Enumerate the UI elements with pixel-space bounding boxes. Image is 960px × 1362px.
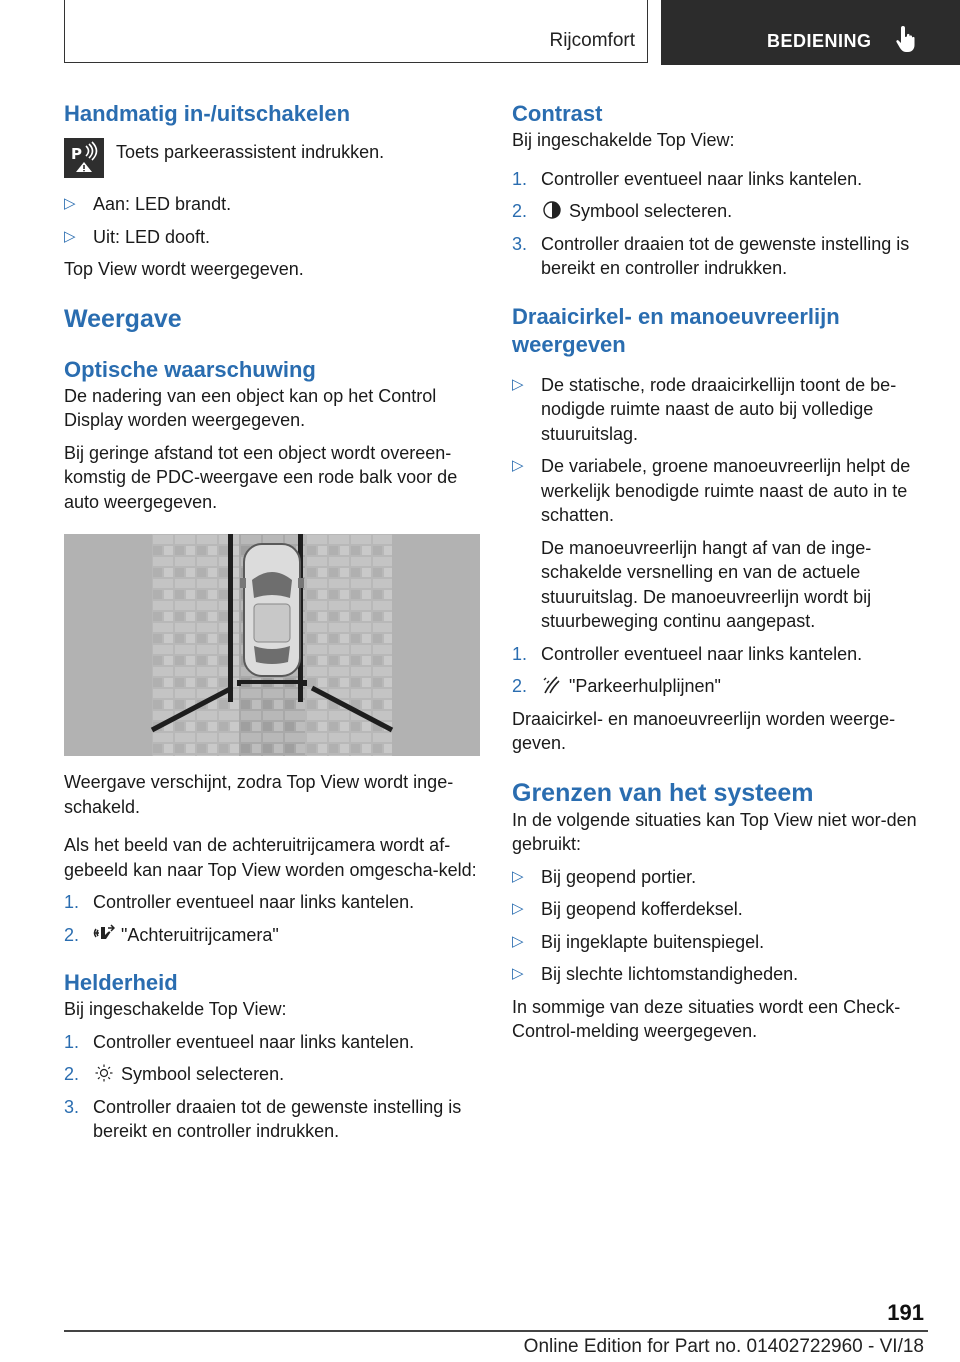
list-item: 2. Symbool selecteren. bbox=[512, 201, 733, 221]
camera-steps bbox=[64, 890, 480, 947]
list-item: 2. Symbool selecteren. bbox=[64, 1064, 285, 1084]
top-view-image bbox=[64, 534, 480, 756]
rear-camera-icon bbox=[93, 924, 115, 944]
grenzen-result: In sommige van deze situaties wordt een Check-Control-melding weergegeven. bbox=[512, 996, 901, 1041]
list-item: 1. Controller eventueel naar links kantelen. bbox=[512, 643, 863, 664]
contrast-steps bbox=[512, 167, 928, 281]
helderheid-intro: Bij ingeschakelde Top View: bbox=[64, 999, 287, 1019]
list-item: 3. Controller draaien tot de gewenste instelling is bereikt en controller indrukken. bbox=[64, 1096, 462, 1141]
image-caption: Weergave verschijnt, zodra Top View wordt inge-schakeld. bbox=[64, 772, 454, 817]
draai-heading: Draaicirkel- en manoeuvreerlijn weergeven bbox=[512, 303, 840, 357]
parking-lines-icon bbox=[541, 675, 563, 695]
contrast-intro: Bij ingeschakelde Top View: bbox=[512, 130, 735, 150]
park-assist-button-icon bbox=[64, 138, 104, 178]
header-section: BEDIENING bbox=[767, 31, 872, 51]
list-item: ▷ Aan: LED brandt. bbox=[64, 192, 480, 217]
hand-pointer-icon bbox=[895, 24, 919, 54]
list-item: ▷ Uit: LED dooft. bbox=[64, 225, 480, 250]
header-section-tab bbox=[661, 0, 960, 65]
footer-edition: Online Edition for Part no. 01402722960 - VI/18 bbox=[523, 1336, 924, 1357]
optisch-heading: Optische waarschuwing bbox=[64, 356, 316, 382]
camera-paragraph: Als het beeld van de achteruitrijcamera wordt af-gebeeld kan naar Top View worden omgescha-keld: bbox=[64, 835, 477, 880]
list-item: 1. Controller eventueel naar links kantelen. bbox=[64, 1031, 415, 1052]
list-item: 1. Controller eventueel naar links kantelen. bbox=[64, 892, 415, 912]
grenzen-list bbox=[512, 865, 928, 987]
list-item: ▷ Bij geopend kofferdeksel. bbox=[512, 897, 928, 922]
list-item: 3. Controller draaien tot de gewenste instelling is bereikt en controller indrukken. bbox=[512, 233, 910, 278]
grenzen-heading: Grenzen van het systeem bbox=[512, 778, 814, 807]
draai-steps bbox=[512, 642, 928, 699]
manual-list bbox=[64, 192, 480, 249]
header-chapter: Rijcomfort bbox=[549, 30, 635, 51]
weergave-heading: Weergave bbox=[64, 304, 182, 333]
optisch-paragraph-2: Bij geringe afstand tot een object wordt overeen-komstig de PDC-weergave een rode balk voor de auto weergegeven. bbox=[64, 442, 458, 512]
draai-result: Draaicirkel- en manoeuvreerlijn worden weerge-geven. bbox=[512, 708, 896, 753]
list-item: 2. "Achteruitrijcamera" bbox=[64, 924, 279, 945]
draai-list bbox=[512, 373, 928, 528]
contrast-icon bbox=[541, 200, 563, 220]
top-view-illustration bbox=[64, 534, 480, 756]
svg-text:P: P bbox=[71, 145, 82, 163]
manual-result: Top View wordt weergegeven. bbox=[64, 259, 304, 279]
list-item: 1. Controller eventueel naar links kantelen. bbox=[512, 168, 863, 189]
list-item: ▷ De variabele, groene manoeuvreerlijn helpt de werkelijk benodigde ruimte naast de auto in te schatten. bbox=[512, 454, 928, 528]
helderheid-heading: Helderheid bbox=[64, 970, 178, 995]
manual-text: Toets parkeerassistent indrukken. bbox=[116, 142, 385, 162]
page-number: 191 bbox=[887, 1300, 924, 1325]
list-item: ▷ Bij slechte lichtomstandigheden. bbox=[512, 962, 928, 987]
manual-heading: Handmatig in-/uitschakelen bbox=[64, 101, 351, 126]
contrast-heading: Contrast bbox=[512, 101, 603, 126]
brightness-sun-icon bbox=[93, 1063, 115, 1083]
list-item: ▷ Bij geopend portier. bbox=[512, 865, 928, 890]
list-item: 2. "Parkeerhulplijnen" bbox=[512, 676, 721, 696]
helderheid-steps bbox=[64, 1030, 480, 1144]
grenzen-intro: In de volgende situaties kan Top View niet wor-den gebruikt: bbox=[512, 809, 917, 854]
footer-divider bbox=[64, 1330, 928, 1332]
list-item: ▷ Bij ingeklapte buitenspiegel. bbox=[512, 930, 928, 955]
list-item: ▷ De statische, rode draaicirkellijn toont de be-nodigde ruimte naast de auto bij volledige stuuruitslag. bbox=[512, 373, 928, 447]
header-chapter-box bbox=[64, 0, 648, 63]
right-column bbox=[512, 100, 928, 1044]
left-column bbox=[64, 100, 480, 1152]
optisch-paragraph-1: De nadering van een object kan op het Control Display worden weergegeven. bbox=[64, 385, 437, 430]
draai-note: De manoeuvreerlijn hangt af van de inge-schakelde versnelling en van de actuele stuuruitslag. De manoeuvreerlijn wordt bij stuurbeweging continu aangepast. bbox=[541, 537, 872, 631]
pdc-instruction bbox=[64, 136, 480, 178]
